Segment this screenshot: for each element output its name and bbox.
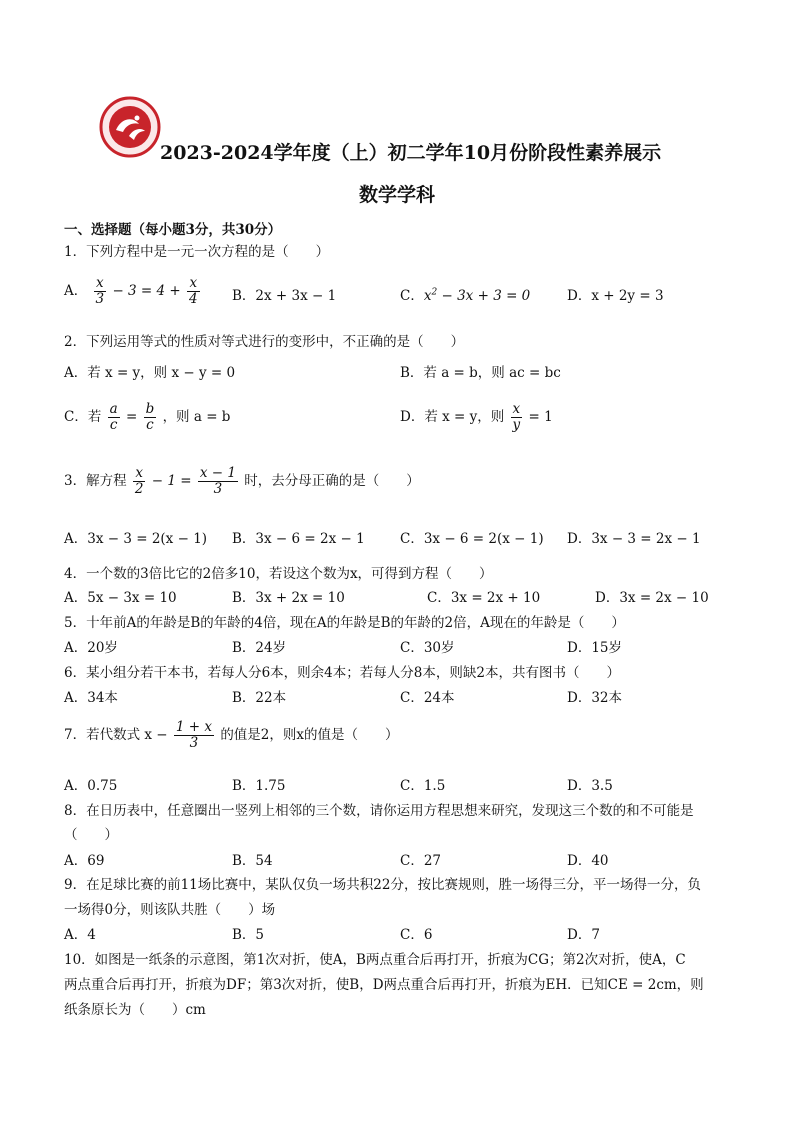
option-tail: = 1	[528, 409, 553, 425]
question-4-option-d: D．3x = 2x − 10	[595, 590, 709, 606]
fraction: $\frac{x}{4}$	[189, 275, 198, 307]
question-8-stem-line2: （ ）	[64, 827, 118, 843]
question-3-stem: 3．解方程 $\frac{x}{2}$ − 1 = $\frac{x - 1}{3}$ 时，去分母正确的是（ ）	[64, 465, 420, 497]
question-1-option-c: C．$x^2 - 3x + 3 = 0$	[400, 287, 531, 304]
section-heading: 一、选择题（每小题3分，共30分）	[64, 222, 282, 238]
question-8-stem-line1: 8．在日历表中，任意圈出一竖列上相邻的三个数，请你运用方程思想来研究，发现这三个数的和不可能是	[64, 803, 694, 819]
question-10-line2: 两点重合后再打开，折痕为DF；第3次对折，使B，D两点重合后再打开，折痕为EH．已知CE = 2cm，则	[64, 977, 704, 993]
question-2-stem: 2．下列运用等式的性质对等式进行的变形中，不正确的是（ ）	[64, 334, 465, 350]
question-4-option-c: C．3x = 2x + 10	[427, 590, 541, 606]
question-4-option-b: B．3x + 2x = 10	[232, 590, 345, 606]
fraction: $\frac{b}{c}$	[145, 401, 155, 433]
question-3-option-d: D．3x − 3 = 2x − 1	[567, 531, 701, 547]
option-label: A．	[64, 283, 88, 299]
stem-text: 7．若代数式 x −	[64, 727, 168, 743]
question-10-line1: 10．如图是一纸条的示意图，第1次对折，使A，B两点重合后再打开，折痕为CG；第2次对折，使A，C	[64, 952, 686, 968]
question-4-stem: 4．一个数的3倍比它的2倍多10，若设这个数为x，可得到方程（ ）	[64, 566, 493, 582]
fraction: $\frac{1 + x}{3}$	[175, 719, 213, 751]
option-label: C．	[400, 288, 424, 304]
fraction: $\frac{a}{c}$	[109, 401, 118, 433]
question-10-line3: 纸条原长为（ ）cm	[64, 1002, 206, 1018]
question-9-option-a: A．4	[64, 927, 96, 943]
question-1-option-a: A． $\frac{x}{3}$ − 3 = 4 + $\frac{x}{4}$	[64, 275, 198, 307]
question-2-option-c: C．若 $\frac{a}{c}$ = $\frac{b}{c}$ ，则 a = b	[64, 401, 231, 433]
question-1-option-d: D．x + 2y = 3	[567, 288, 664, 304]
question-6-option-a: A．34本	[64, 690, 118, 706]
stem-text: 时，去分母正确的是（ ）	[244, 473, 420, 489]
question-9-stem-line1: 9．在足球比赛的前11场比赛中，某队仅负一场共积22分，按比赛规则，胜一场得三分，平一场得一分，负	[64, 877, 701, 893]
question-3-option-c: C．3x − 6 = 2(x − 1)	[400, 531, 544, 547]
question-8-option-c: C．27	[400, 853, 442, 869]
exam-title: 2023-2024学年度（上）初二学年10月份阶段性素养展示	[160, 142, 662, 164]
school-seal-icon	[99, 96, 161, 158]
question-1-stem: 1．下列方程中是一元一次方程的是（ ）	[64, 244, 330, 260]
question-1-option-b: B．2x + 3x − 1	[232, 288, 337, 304]
fraction: $\frac{x - 1}{3}$	[199, 465, 236, 497]
question-2-option-d	[400, 402, 553, 433]
question-2-option-a: A．若 x = y，则 x − y = 0	[64, 365, 236, 381]
question-9-option-d: D．7	[567, 927, 600, 943]
option-label: D．若 x = y，则	[400, 409, 505, 425]
question-9-option-b: B．5	[232, 927, 265, 943]
option-tail: ，则 a = b	[162, 409, 231, 425]
stem-text: 3．解方程	[64, 473, 127, 489]
question-5-option-c: C．30岁	[400, 640, 455, 656]
stem-text: 的值是2，则x的值是（ ）	[220, 727, 399, 743]
question-4-option-a: A．5x − 3x = 10	[64, 590, 177, 606]
question-6-stem: 6．某小组分若干本书，若每人分6本，则余4本；若每人分8本，则缺2本，共有图书（ ）	[64, 665, 620, 681]
question-5-option-a: A．20岁	[64, 640, 118, 656]
question-7-stem	[64, 720, 399, 751]
question-2-option-b: B．若 a = b，则 ac = bc	[400, 365, 561, 381]
question-9-option-c: C．6	[400, 927, 433, 943]
fraction: $\frac{x}{y}$	[512, 401, 521, 433]
question-3-option-a: A．3x − 3 = 2(x − 1)	[64, 531, 208, 547]
question-7-option-b: B．1.75	[232, 778, 286, 794]
fraction: $\frac{x}{3}$	[95, 275, 105, 307]
question-5-stem: 5．十年前A的年龄是B的年龄的4倍，现在A的年龄是B的年龄的2倍，A现在的年龄是（ ）	[64, 615, 625, 631]
question-3-option-b: B．3x − 6 = 2x − 1	[232, 531, 365, 547]
question-7-option-c: C．1.5	[400, 778, 446, 794]
question-9-stem-line2: 一场得0分，则该队共胜（ ）场	[64, 902, 276, 918]
question-6-option-c: C．24本	[400, 690, 455, 706]
question-5-option-d: D．15岁	[567, 640, 623, 656]
question-8-option-d: D．40	[567, 853, 609, 869]
question-5-option-b: B．24岁	[232, 640, 287, 656]
question-7-option-d: D．3.5	[567, 778, 613, 794]
question-8-option-a: A．69	[64, 853, 105, 869]
question-6-option-b: B．22本	[232, 690, 287, 706]
option-label: C．若	[64, 409, 102, 425]
question-6-option-d: D．32本	[567, 690, 623, 706]
subject-title: 数学学科	[358, 184, 435, 206]
question-7-option-a: A．0.75	[64, 778, 118, 794]
question-8-option-b: B．54	[232, 853, 273, 869]
fraction: $\frac{x}{2}$	[134, 465, 144, 497]
